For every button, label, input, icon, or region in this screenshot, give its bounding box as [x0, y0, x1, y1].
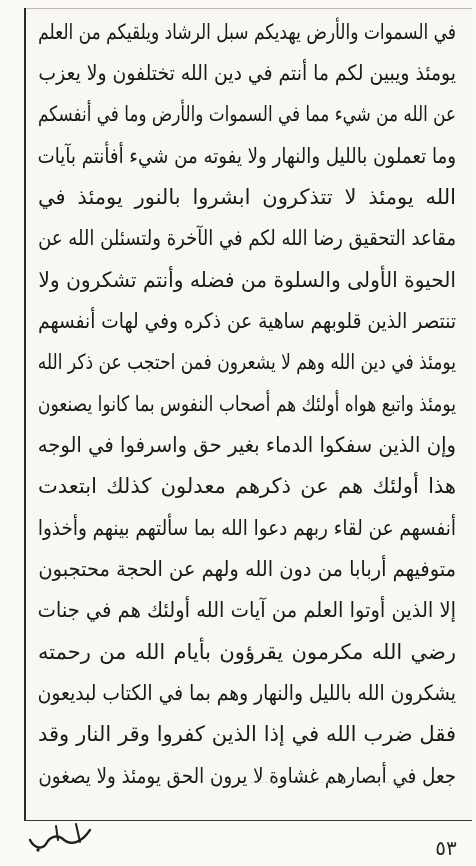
manuscript-line: أنفسهم عن لقاء ربهم دعوا الله بما سألتهم بينهم وأخذوا [37, 516, 456, 540]
manuscript-line: يومئذ واتبع هواه أولئك هم أصحاب النفوس بما كانوا يصنعون [37, 392, 456, 416]
manuscript-line: وما تعملون بالليل والنهار ولا يفوته من شيء أفأنتم بآيات [37, 144, 456, 168]
manuscript-line: يومئذ ويبين لكم ما أنتم في دين الله تختلفون ولا يعزب [38, 61, 456, 85]
manuscript-line: تنتصر الذين قلوبهم ساهية عن ذكره وفي لهات أنفسهم [38, 309, 456, 333]
manuscript-line: جعل في أبصارهم غشاوة لا يرون الحق يومئذ ولا يصغون [38, 764, 457, 788]
page-number: ٥٣ [435, 836, 457, 860]
manuscript-line: الله يومئذ لا تتذكرون ابشروا بالنور يومئذ في [38, 185, 456, 209]
faint-bleedthrough [250, 782, 410, 803]
manuscript-line: رضي الله مكرمون يقرؤون بأيام الله من رحمته [38, 640, 456, 664]
top-rule [26, 8, 472, 9]
manuscript-line: فقل ضرب الله في إذا الذين كفروا وقر النار وقد [38, 722, 456, 746]
manuscript-line: يومئذ في دين الله وهم لا يشعرون فمن احتجب عن ذكر الله [37, 350, 457, 374]
manuscript-line: الحيوة الأولى والسلوة من فضله وأنتم تشكرون ولا [38, 268, 456, 292]
manuscript-line: مقاعد التحقيق رضا الله لكم في الآخرة ولتسئلن الله عن [38, 226, 456, 250]
manuscript-line: إلا الذين أوتوا العلم من آيات الله أولئك هم في جنات [37, 598, 456, 622]
manuscript-line: وإن الذين سفكوا الدماء بغير حق واسرفوا في الوجه [37, 433, 457, 457]
manuscript-line: في السموات والأرض يهديكم سبل الرشاد ويلقيكم من العلم [38, 20, 456, 44]
manuscript-line: يشكرون الله بالليل والنهار وهم بما في الكتاب لبديعون [37, 681, 456, 705]
manuscript-line: متوفيهم أربابا من دون الله ولهم عن الحجة محتجبون [38, 557, 456, 581]
signature-icon [20, 816, 100, 856]
manuscript-line: هذا أولئك هم عن ذكرهم معدلون كذلك ابتعدت [38, 474, 456, 498]
manuscript-line: عن الله من شيء مما في السموات والأرض وما في أنفسكم [37, 102, 456, 126]
manuscript-text [38, 14, 456, 804]
